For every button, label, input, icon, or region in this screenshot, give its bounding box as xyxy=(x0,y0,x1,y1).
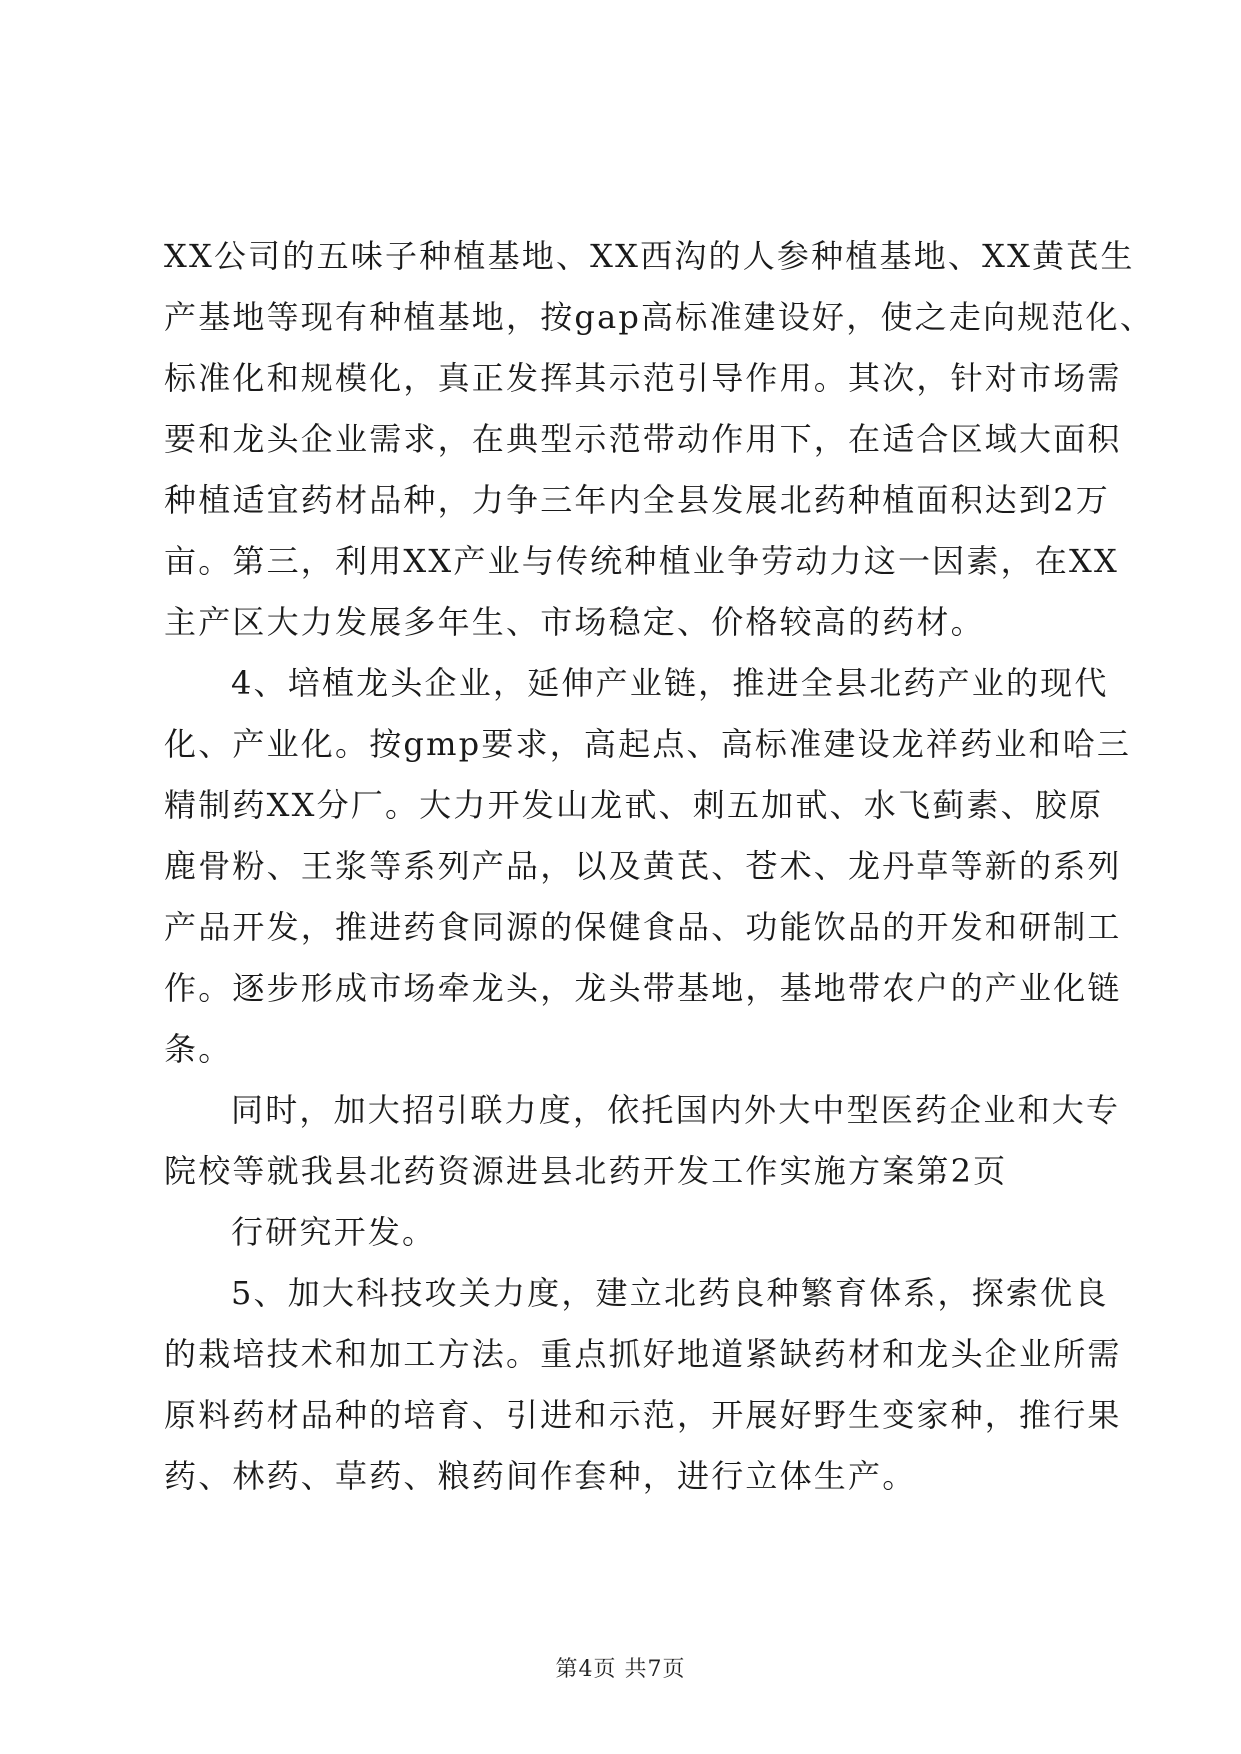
text-line: 要和龙头企业需求，在典型示范带动作用下，在适合区域大面积 xyxy=(164,420,1122,458)
text-line: 原料药材品种的培育、引进和示范，开展好野生变家种，推行果 xyxy=(164,1396,1122,1434)
page-number-footer: 第4页 共7页 xyxy=(555,1657,686,1682)
text-line: 化、产业化。按gmp要求，高起点、高标准建设龙祥药业和哈三 xyxy=(164,725,1132,763)
text-line: 5、加大科技攻关力度，建立北药良种繁育体系，探索优良 xyxy=(231,1274,1109,1312)
text-line: 精制药XX分厂。大力开发山龙甙、刺五加甙、水飞蓟素、胶原 xyxy=(164,786,1104,824)
text-line: XX公司的五味子种植基地、XX西沟的人参种植基地、XX黄芪生 xyxy=(164,237,1135,275)
text-line: 同时，加大招引联力度，依托国内外大中型医药企业和大专 xyxy=(231,1091,1121,1129)
text-line: 院校等就我县北药资源进县北药开发工作实施方案第2页 xyxy=(164,1152,1008,1190)
text-line: 产基地等现有种植基地，按gap高标准建设好，使之走向规范化、 xyxy=(164,298,1155,336)
text-line: 行研究开发。 xyxy=(231,1213,437,1251)
text-line: 主产区大力发展多年生、市场稳定、价格较高的药材。 xyxy=(164,603,985,641)
text-line: 作。逐步形成市场牵龙头，龙头带基地，基地带农户的产业化链 xyxy=(164,969,1122,1007)
text-line: 亩。第三，利用XX产业与传统种植业争劳动力这一因素，在XX xyxy=(164,542,1119,580)
text-line: 4、培植龙头企业，延伸产业链，推进全县北药产业的现代 xyxy=(231,664,1109,702)
body-text xyxy=(164,226,1155,1507)
text-line: 产品开发，推进药食同源的保健食品、功能饮品的开发和研制工 xyxy=(164,908,1122,946)
text-line: 的栽培技术和加工方法。重点抓好地道紧缺药材和龙头企业所需 xyxy=(164,1335,1122,1373)
text-line: 药、林药、草药、粮药间作套种，进行立体生产。 xyxy=(164,1457,917,1495)
text-line: 种植适宜药材品种，力争三年内全县发展北药种植面积达到2万 xyxy=(164,481,1110,519)
text-line: 鹿骨粉、王浆等系列产品，以及黄芪、苍术、龙丹草等新的系列 xyxy=(164,847,1122,885)
text-line: 条。 xyxy=(164,1030,233,1068)
text-line: 标准化和规模化，真正发挥其示范引导作用。其次，针对市场需 xyxy=(164,359,1122,397)
